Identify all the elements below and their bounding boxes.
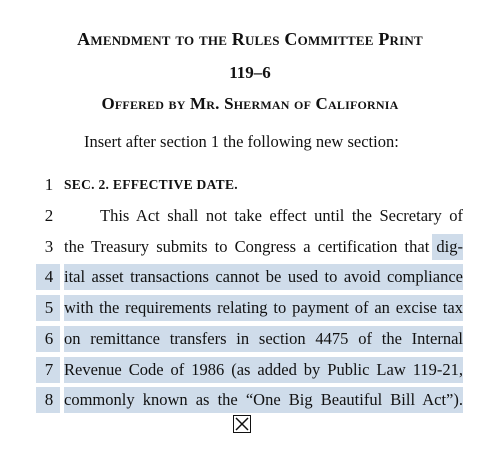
- line-number: 2: [44, 206, 54, 225]
- checkbox-x-icon: [233, 415, 251, 433]
- line-text: with the requirements relating to payment of an excise tax: [64, 298, 463, 317]
- line-number: 3: [44, 237, 54, 256]
- line-text: ital asset transactions cannot be used to avoid compliance: [64, 267, 463, 286]
- line-5: [0, 293, 500, 323]
- line-text: Revenue Code of 1986 (as added by Public Law 119-21,: [64, 360, 463, 379]
- line-7: [0, 355, 500, 385]
- line-text: on remittance transfers in section 4475 of the Internal: [64, 329, 463, 348]
- line-8: [0, 385, 500, 415]
- line-number: 6: [44, 329, 54, 348]
- line-number: 1: [44, 175, 54, 194]
- line-number: 7: [44, 360, 54, 379]
- line-4: [0, 262, 500, 292]
- line-number: 5: [44, 298, 54, 317]
- line-text: the Treasury submits to Congress a certification that dig-: [64, 237, 463, 256]
- line-text: commonly known as the “One Big Beautiful Bill Act”).: [64, 390, 463, 409]
- line-1: [0, 170, 500, 200]
- line-3: [0, 232, 500, 262]
- line-6: [0, 324, 500, 354]
- instruction-text: Insert after section 1 the following new section:: [84, 132, 399, 151]
- offered-by: Offered by Mr. Sherman of California: [101, 94, 399, 113]
- section-heading: SEC. 2. EFFECTIVE DATE.: [64, 177, 238, 192]
- print-number: 119–6: [229, 63, 271, 82]
- line-2: [0, 201, 500, 231]
- amendment-title: Amendment to the Rules Committee Print: [77, 29, 423, 49]
- line-number: 4: [44, 267, 54, 286]
- line-number: 8: [44, 390, 54, 409]
- line-text: This Act shall not take effect until the Secretary of: [100, 206, 463, 225]
